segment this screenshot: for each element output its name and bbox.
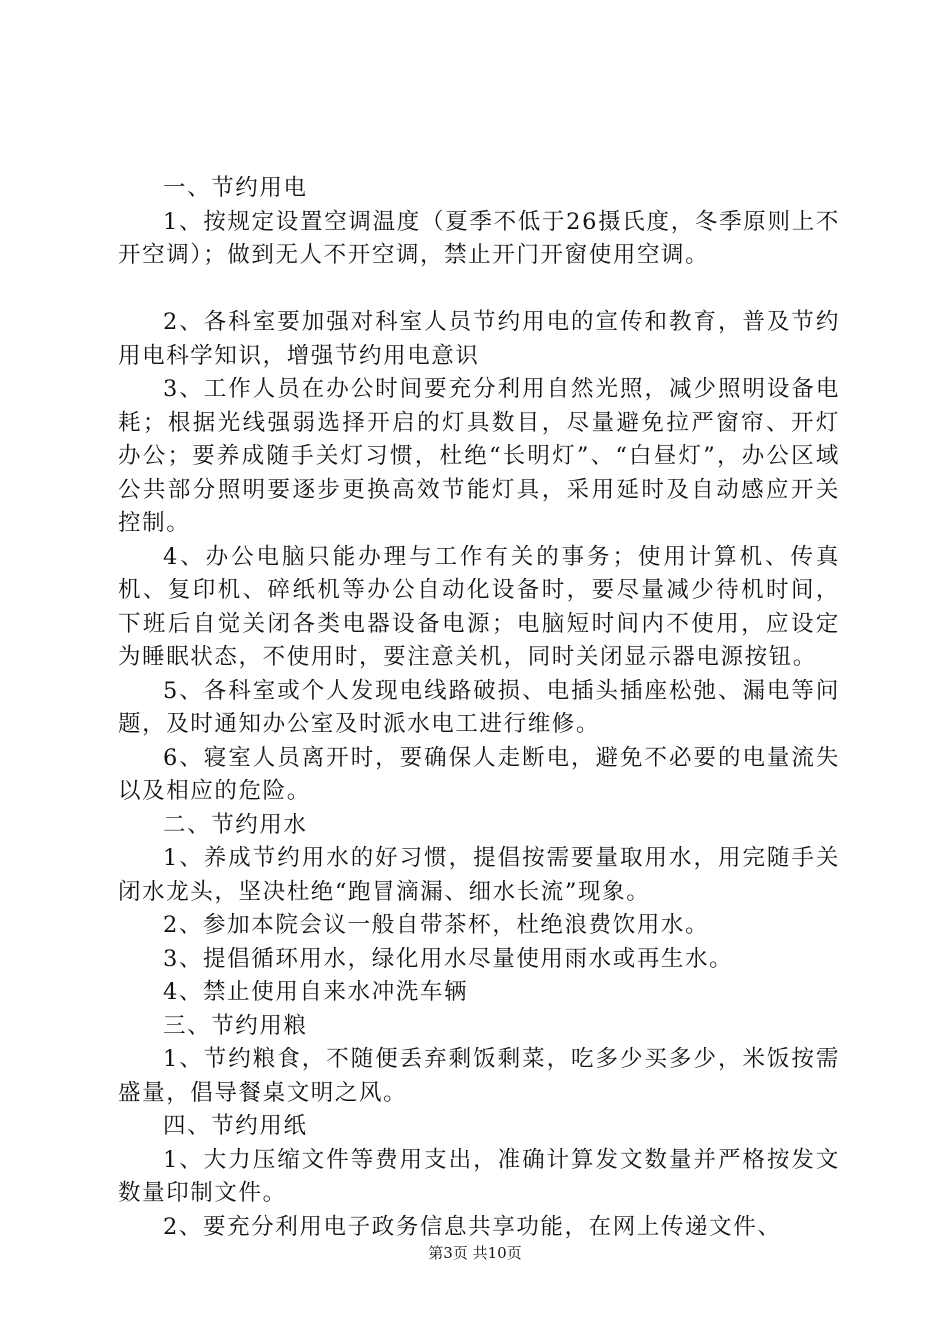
section-heading: 一、节约用电 [163,175,308,201]
section-heading: 三、节约用粮 [163,1012,308,1039]
paragraph: 4、禁止使用自来水冲洗车辆 [163,979,469,1005]
paragraph: 1、大力压缩文件等费用支出，准确计算发文数量并严格按发文数量印制文件。 [118,1146,840,1206]
paragraph: 2、参加本院会议一般自带茶杯，杜绝浪费饮用水。 [163,912,710,938]
paragraph: 2、各科室要加强对科室人员节约用电的宣传和教育，普及节约用电科学知识，增强节约用电意识 [118,309,840,369]
page-footer: 第3页 共10页 [428,1244,522,1262]
paragraph: 3、工作人员在办公时间要充分利用自然光照，减少照明设备电耗；根据光线强弱选择开启的灯具数目，尽量避免拉严窗帘、开灯办公；要养成随手关灯习惯，杜绝“长明灯”、“白昼灯”，办公区域公共部分照明要逐步更换高效节能灯具，采用延时及自动感应开关控制。 [118,376,840,536]
paragraph: 1、养成节约用水的好习惯，提倡按需要量取用水，用完随手关闭水龙头，坚决杜绝“跑冒滴漏、细水长流”现象。 [118,845,840,905]
paragraph: 2、要充分利用电子政务信息共享功能，在网上传递文件、 [163,1213,782,1240]
section-heading: 二、节约用水 [163,811,308,838]
paragraph: 1、按规定设置空调温度（夏季不低于26摄氏度，冬季原则上不开空调）；做到无人不开空调，禁止开门开窗使用空调。 [118,208,840,268]
paragraph: 5、各科室或个人发现电线路破损、电插头插座松弛、漏电等问题，及时通知办公室及时派水电工进行维修。 [118,677,840,737]
paragraph: 1、节约粮食，不随便丢弃剩饭剩菜，吃多少买多少，米饭按需盛量，倡导餐桌文明之风。 [118,1046,840,1106]
paragraph: 6、寝室人员离开时，要确保人走断电，避免不必要的电量流失以及相应的危险。 [118,744,840,804]
document-body [118,172,840,1244]
section-heading: 四、节约用纸 [163,1113,308,1139]
paragraph: 3、提倡循环用水，绿化用水尽量使用雨水或再生水。 [163,945,734,972]
paragraph: 4、办公电脑只能办理与工作有关的事务；使用计算机、传真机、复印机、碎纸机等办公自动化设备时，要尽量减少待机时间，下班后自觉关闭各类电器设备电源；电脑短时间内不使用，应设定为睡眠状态，不使用时，要注意关机，同时关闭显示器电源按钮。 [118,543,840,670]
